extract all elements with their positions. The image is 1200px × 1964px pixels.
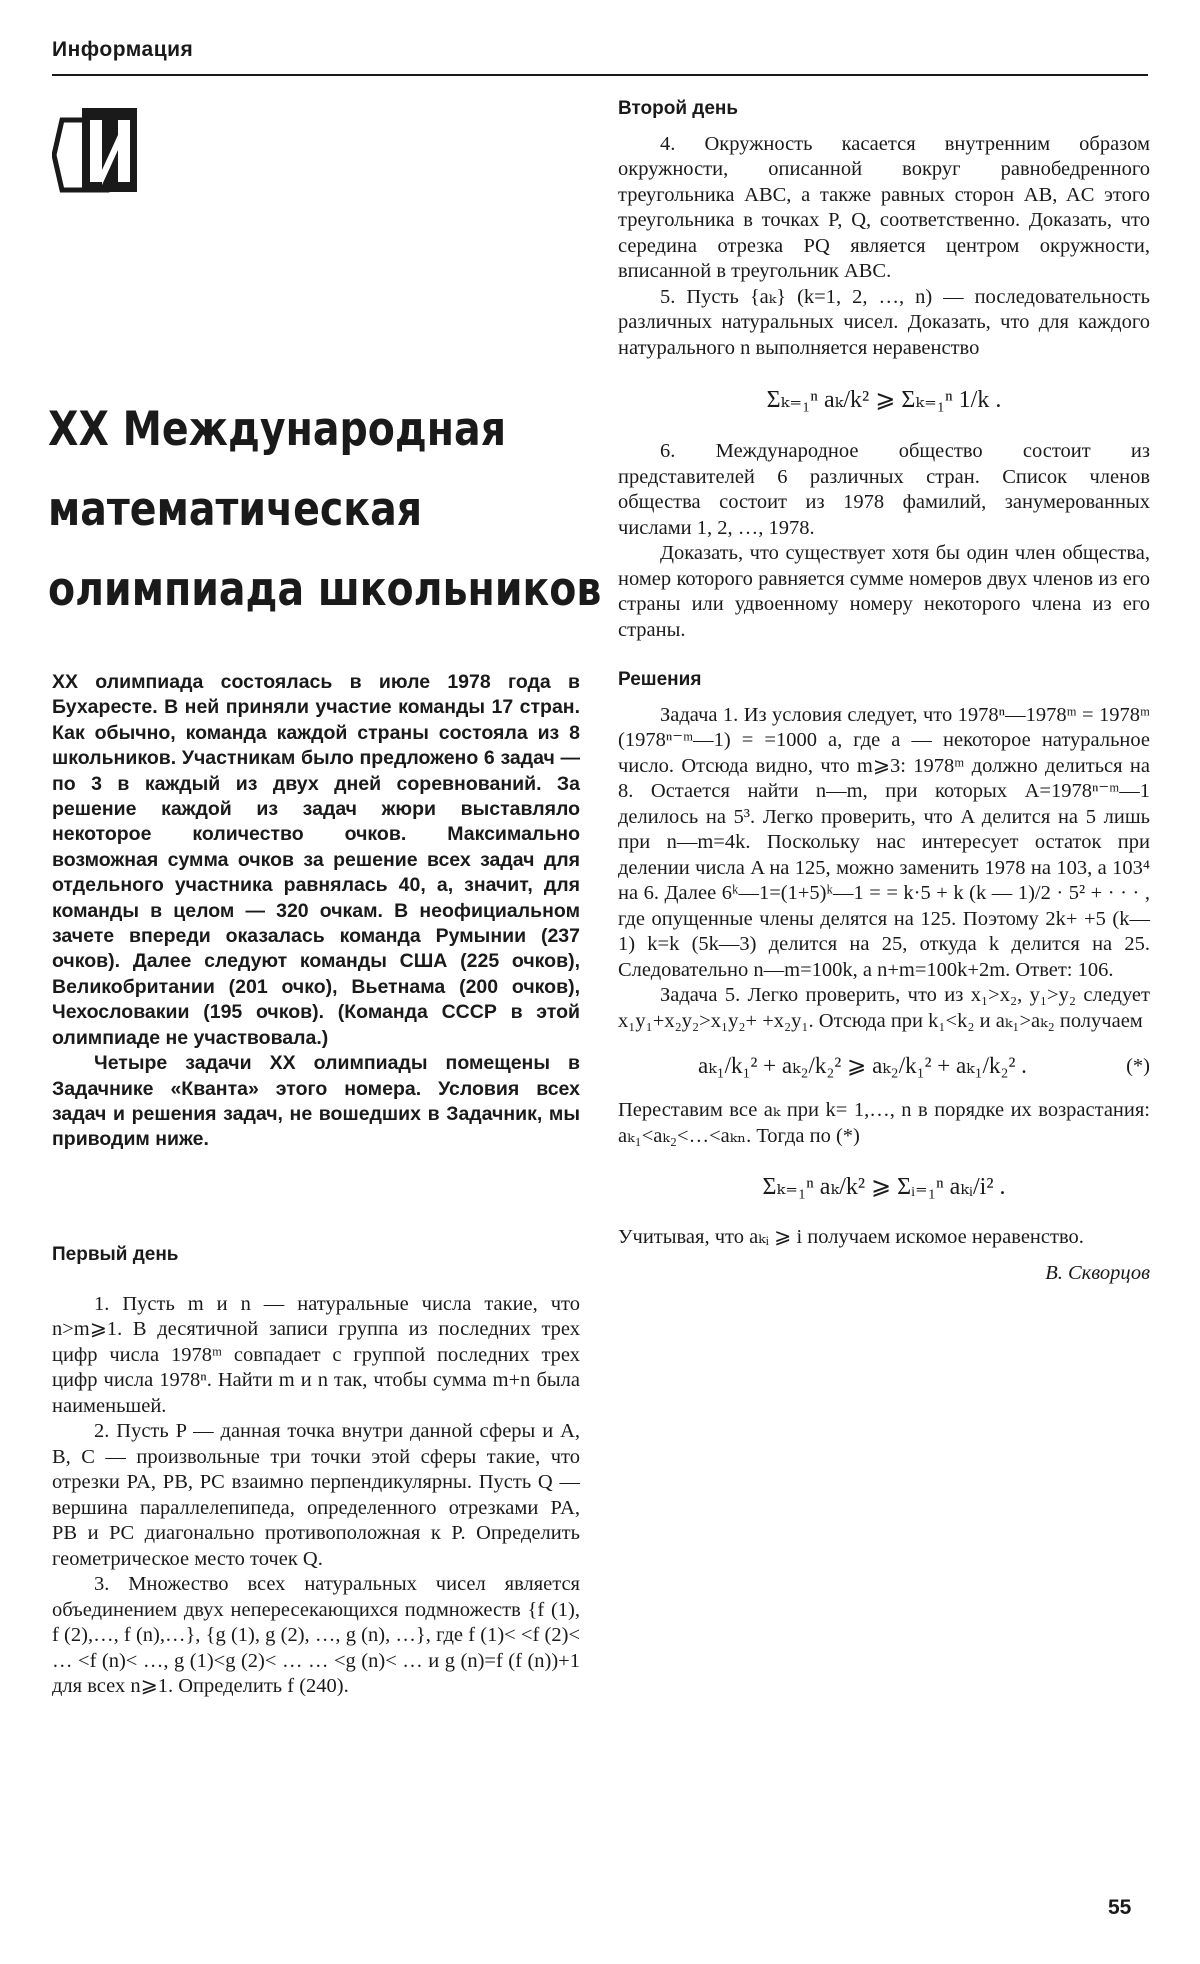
solution-5-conclusion: Учитывая, что aₖᵢ ⩾ i получаем искомое неравенство. — [618, 1226, 1084, 1248]
section-logo-icon — [52, 100, 142, 200]
author-signature: В. Скворцов — [1045, 1261, 1150, 1284]
formula-final: Σₖ₌₁ⁿ aₖ/k² ⩾ Σᵢ₌₁ⁿ aₖᵢ/i² . — [762, 1174, 1006, 1200]
day1-section — [52, 1242, 580, 1700]
day2-section — [618, 96, 1150, 1286]
formula-star-mark: (*) — [1126, 1055, 1150, 1077]
problem-3: 3. Множество всех натуральных чисел является объединением двух непересекающихся подмножеств {f (1), f (2),…, f (n),…}, {g (1), g (2), …, g (n), …}, где f (1)< <f (2)< … <f (n)< …, g (1)<g (2)< … … <g (n)< … и g (n)=f (f (n))+1 для всех n⩾1. Определить f (240). — [52, 1573, 580, 1697]
section-header: Информация — [52, 38, 194, 61]
day2-heading: Второй день — [618, 98, 739, 119]
problem-4: 4. Окружность касается внутренним образом окружности, описанной вокруг равнобедренного треугольника ABC, а также равных сторон AB, AC этого треугольника в точках P, Q, соответственно. Доказать, что середина отрезка PQ является центром окружности, вписанной в треугольник ABC. — [618, 132, 1150, 282]
problem-5: 5. Пусть {aₖ} (k=1, 2, …, n) — последовательность различных натуральных чисел. Доказать, что для каждого натурального n выполняется неравенство — [618, 285, 1150, 359]
solution-5-continued: Переставим все aₖ при k= 1,…, n в порядке их возрастания: aₖ₁<aₖ₂<…<aₖₙ. Тогда по (*) — [618, 1099, 1150, 1147]
header-rule — [52, 74, 1148, 76]
day1-heading: Первый день — [52, 1244, 179, 1265]
formula-star-row — [618, 1034, 1150, 1098]
page-number: 55 — [1108, 1896, 1132, 1919]
formula-star: aₖ₁/k₁² + aₖ₂/k₂² ⩾ aₖ₂/k₁² + aₖ₁/k₂² . — [698, 1053, 1027, 1078]
solutions-heading: Решения — [618, 669, 702, 690]
problem-6: 6. Международное общество состоит из представителей 6 различных стран. Список членов общества состоит из 1978 фамилий, занумерованных числами 1, 2, …, 1978. — [618, 440, 1150, 539]
problem-2: 2. Пусть P — данная точка внутри данной сферы и A, B, C — произвольные три точки этой сферы такие, что отрезки PA, PB, PC взаимно перпендикулярны. Пусть Q — вершина параллелепипеда, определенного отрезками PA, PB и PC диагонально противоположная к P. Определить геометрическое место точек Q. — [52, 1420, 580, 1570]
problem-1: 1. Пусть m и n — натуральные числа такие, что n>m⩾1. В десятичной записи группа из последних трех цифр числа 1978ᵐ совпадает с группой последних трех цифр числа 1978ⁿ. Найти m и n так, чтобы сумма m+n была наименьшей. — [52, 1292, 580, 1417]
solution-1: Задача 1. Из условия следует, что 1978ⁿ—1978ᵐ = 1978ᵐ (1978ⁿ⁻ᵐ—1) = =1000 a, где a — некоторое натуральное число. Отсюда видно, что m⩾3: 1978ᵐ должно делиться на 8. Остается найти n—m, при которых A=1978ⁿ⁻ᵐ—1 делилось на 5³. Легко проверить, что A делится на 5 лишь при n—m=4k. Поскольку нас интересует остаток при делении числа A на 125, можно заменить 1978 на 103, а 103⁴ на 6. Далее 6ᵏ—1=(1+5)ᵏ—1 = = k·5 + k (k — 1)/2 · 5² + · · · , где опущенные члены делятся на 125. Поэтому 2k+ +5 (k—1) k=k (5k—3) делится на 25, откуда k делится на 25. Следовательно n—m=100k, а n+m=100k+2m. Ответ: 106. — [618, 703, 1150, 981]
problem-6-task: Доказать, что существует хотя бы один член общества, номер которого равняется сумме номеров двух членов из его страны или удвоенному номеру некоторого члена из его страны. — [618, 542, 1150, 641]
solution-5: Задача 5. Легко проверить, что из x₁>x₂, y₁>y₂ следует x₁y₁+x₂y₂>x₁y₂+ +x₂y₁. Отсюда при k₁<k₂ и aₖ₁>aₖ₂ получаем — [618, 984, 1150, 1032]
formula-problem-5: Σₖ₌₁ⁿ aₖ/k² ⩾ Σₖ₌₁ⁿ 1/k . — [766, 387, 1002, 413]
intro-text: XX олимпиада состоялась в июле 1978 года в Бухаресте. В ней приняли участие команды 17 стран. Как обычно, команда каждой страны состояла из 8 школьников. Участникам было предложено 6 задач — по 3 в каждый из двух дней соревнований. За решение каждой из задач жюри выставляло некоторое количество очков. Максимально возможная сумма очков за решение всех задач для отдельного участника равнялась 40, а, значит, для команды в целом — 320 очкам. В неофициальном зачете впереди оказалась команда Румынии (237 очков). Далее следуют команды США (225 очков), Великобритании (201 очко), Вьетнама (200 очков), Чехословакии (195 очков). (Команда СССР в этой олимпиаде не участвовала.) Четыре задачи XX олимпиады помещены в Задачнике «Кванта» этого номера. Условия всех задач и решения задач, не вошедших в Задачник, мы приводим ниже. — [52, 671, 580, 1151]
article-title: XX Международная математическая олимпиада школьников — [48, 402, 602, 617]
